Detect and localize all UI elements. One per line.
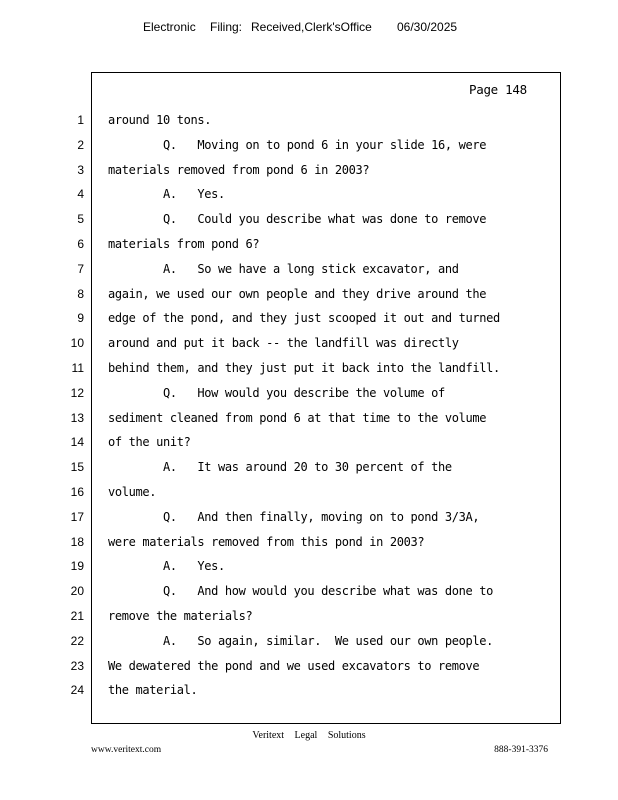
header-filing: Filing: xyxy=(210,20,243,34)
transcript-line: A. Yes. xyxy=(108,187,225,202)
transcript-line: sediment cleaned from pond 6 at that time to the volume xyxy=(108,410,487,425)
transcript-line: around 10 tons. xyxy=(108,113,212,127)
transcript-line: materials removed from pond 6 in 2003? xyxy=(108,162,370,177)
footer-company xyxy=(0,730,618,741)
line-number: 15 xyxy=(70,460,84,475)
line-number: 1 xyxy=(77,113,84,127)
transcript-line: remove the materials? xyxy=(108,608,253,623)
footer-company-word-3: Solutions xyxy=(327,730,366,741)
line-number: 8 xyxy=(77,286,84,301)
transcript-line: Q. Could you describe what was done to remove xyxy=(108,212,487,227)
transcript-line: A. It was around 20 to 30 percent of the xyxy=(108,460,452,475)
line-number: 10 xyxy=(70,336,84,351)
transcript-line: volume. xyxy=(108,484,157,499)
header-electronic: Electronic xyxy=(143,20,196,34)
transcript-text xyxy=(108,108,548,703)
line-number: 18 xyxy=(70,534,84,549)
transcript-line: materials from pond 6? xyxy=(108,236,260,251)
line-number: 19 xyxy=(70,559,84,574)
transcript-line: A. Yes. xyxy=(108,559,225,574)
line-number: 21 xyxy=(70,608,84,623)
line-number: 23 xyxy=(70,658,84,673)
line-number-column xyxy=(56,108,84,703)
line-number: 17 xyxy=(70,509,84,524)
header-date: 06/30/2025 xyxy=(397,20,458,34)
line-number: 13 xyxy=(70,410,84,425)
transcript-line: Q. How would you describe the volume of xyxy=(108,385,445,400)
page-number: Page 148 xyxy=(469,82,527,97)
line-number: 2 xyxy=(77,137,84,152)
footer-website: www.veritext.com xyxy=(91,745,162,755)
line-number: 14 xyxy=(70,435,84,450)
header-received: Received,Clerk'sOffice xyxy=(251,20,372,34)
line-number: 7 xyxy=(77,261,84,276)
footer-phone: 888-391-3376 xyxy=(494,745,548,755)
transcript-line: Q. Moving on to pond 6 in your slide 16, were xyxy=(108,137,487,152)
transcript-line: edge of the pond, and they just scooped it out and turned xyxy=(108,311,500,326)
transcript-line: of the unit? xyxy=(108,435,191,450)
transcript-line: We dewatered the pond and we used excavators to remove xyxy=(108,658,480,673)
line-number: 20 xyxy=(70,584,84,599)
line-number: 6 xyxy=(77,236,84,251)
line-number: 22 xyxy=(70,633,84,648)
footer-company-word-2: Legal xyxy=(294,730,318,741)
line-number: 5 xyxy=(77,212,84,227)
footer-company-word-1: Veritext xyxy=(252,730,285,741)
transcript-line: were materials removed from this pond in 2003? xyxy=(108,534,425,549)
transcript-line: Q. And how would you describe what was done to xyxy=(108,584,493,599)
line-number: 4 xyxy=(77,187,84,202)
line-number: 9 xyxy=(77,311,84,326)
line-number: 16 xyxy=(70,484,84,499)
transcript-line: A. So we have a long stick excavator, and xyxy=(108,261,459,276)
transcript-line: A. So again, similar. We used our own people. xyxy=(108,633,493,648)
transcript-line: around and put it back -- the landfill was directly xyxy=(108,336,459,351)
line-number: 3 xyxy=(77,162,84,177)
transcript-line: Q. And then finally, moving on to pond 3/3A, xyxy=(108,509,480,524)
line-number: 12 xyxy=(70,385,84,400)
transcript-line: the material. xyxy=(108,683,198,698)
transcript-line: behind them, and they just put it back into the landfill. xyxy=(108,360,500,375)
line-number: 11 xyxy=(71,360,84,375)
line-number: 24 xyxy=(70,683,84,698)
transcript-line: again, we used our own people and they drive around the xyxy=(108,286,487,301)
